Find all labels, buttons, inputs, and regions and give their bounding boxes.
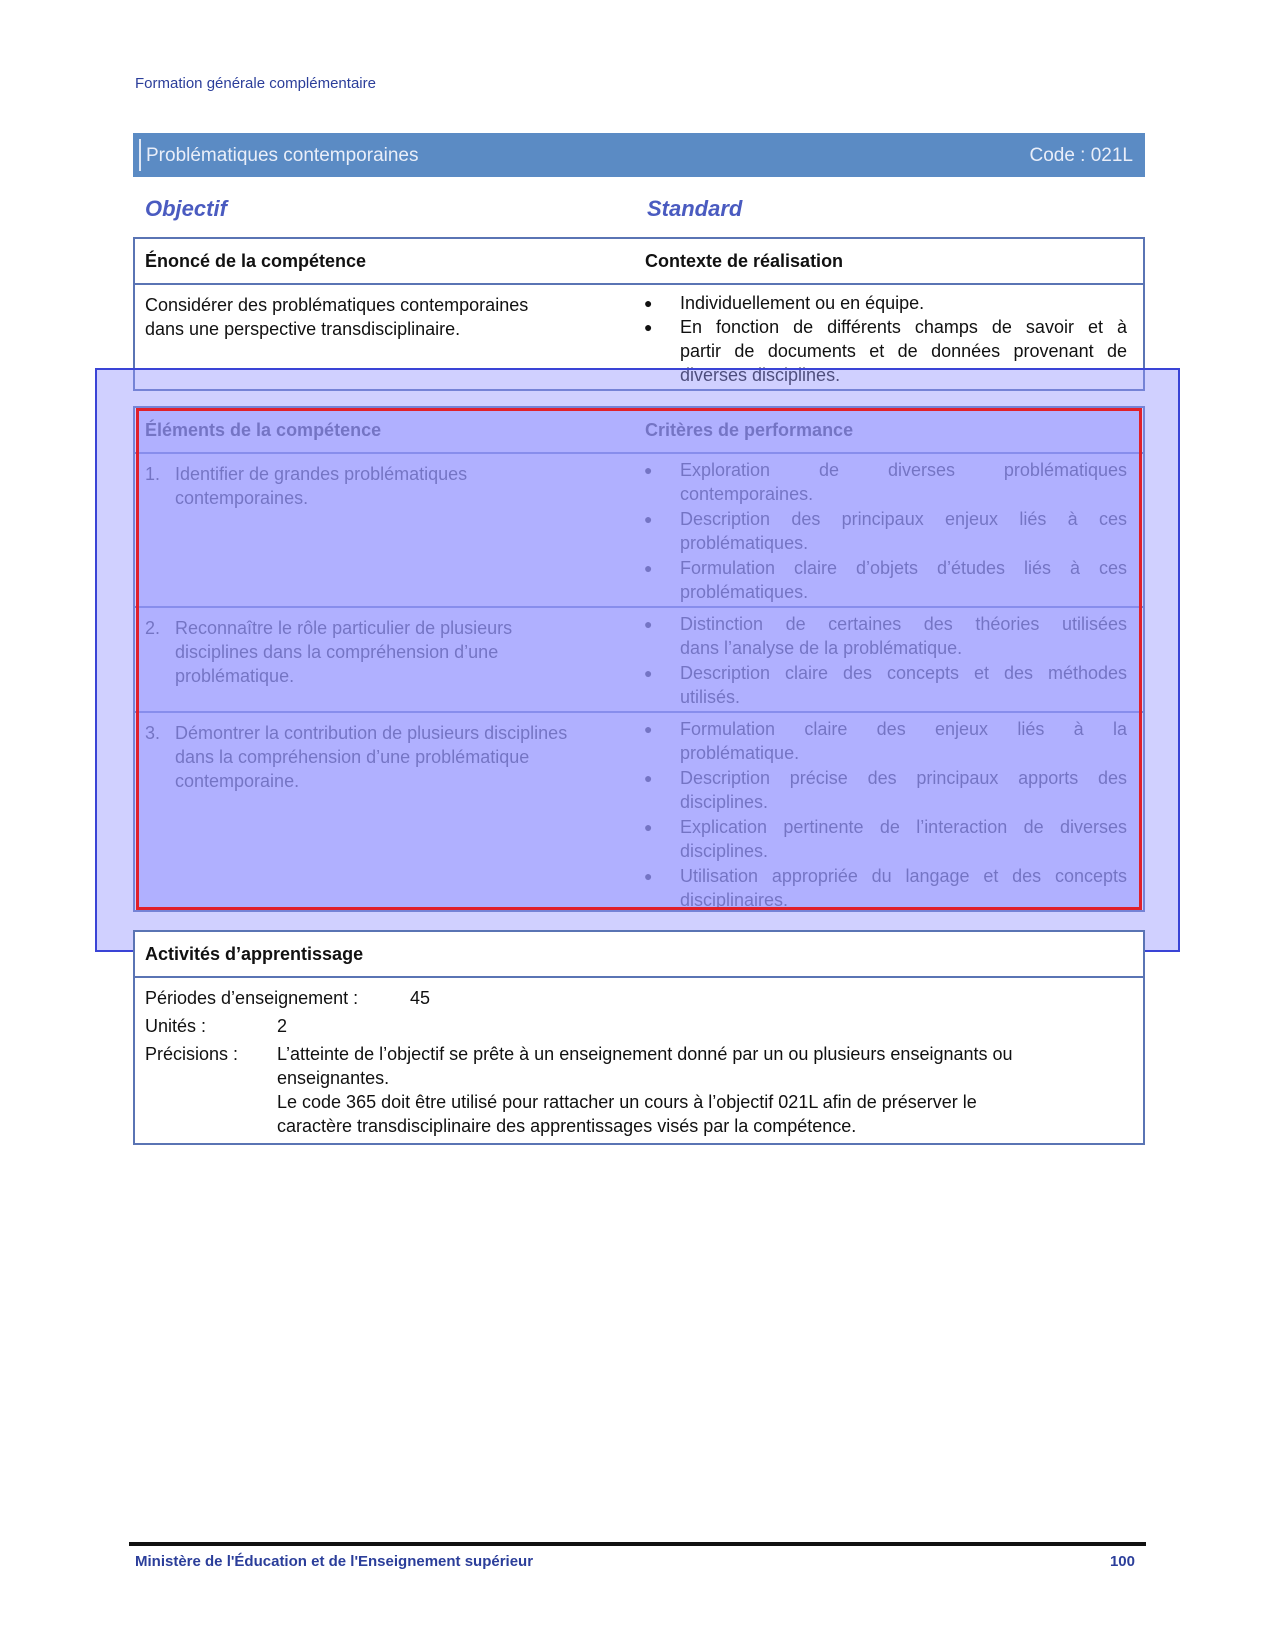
standard-heading: Standard [647,196,743,221]
title-bar-edge [139,139,141,171]
page-number: 100 [1109,1553,1135,1570]
competence-box-header [135,239,1143,285]
periods-label: Périodes d’enseignement : [145,988,359,1008]
units-label: Unités : [145,1016,207,1036]
precisions-text: L’atteinte de l’objectif se prête à un enseignement donné par un ou plusieurs enseignants ou enseignantes. Le code 365 doit être utilisé pour rattacher un cours à l’objectif 021L afin de préserver le caractère transdisciplinaire des apprentissages visés par la compétence. [277,1044,1013,1136]
bullet-icon: ● [644,295,653,311]
contexte-item: Individuellement ou en équipe. [680,293,925,313]
activities-box [133,930,1145,1145]
enonce-header: Énoncé de la compétence [145,251,367,271]
periods-value: 45 [410,988,431,1008]
course-title: Problématiques contemporaines [146,145,419,166]
footer-rule [129,1542,1146,1546]
footer-ministry: Ministère de l'Éducation et de l'Enseignement supérieur [135,1553,534,1570]
enonce-text: Considérer des problématiques contemporaines dans une perspective transdisciplinaire. [145,295,529,339]
units-value: 2 [277,1016,288,1036]
bullet-icon: ● [644,319,653,335]
contexte-header: Contexte de réalisation [645,251,844,271]
activities-box-header [135,932,1143,978]
course-code: Code : 021L [1029,145,1133,166]
objectif-heading: Objectif [145,196,227,221]
title-bar [133,133,1145,177]
highlight-frame [136,408,1142,910]
running-header: Formation générale complémentaire [135,75,376,92]
contexte-item: En fonction de différents champs de savoir et à partir de documents et de données provenant de diverses disciplines. [680,317,1127,385]
precisions-label: Précisions : [145,1044,239,1064]
activities-header: Activités d’apprentissage [145,944,364,964]
